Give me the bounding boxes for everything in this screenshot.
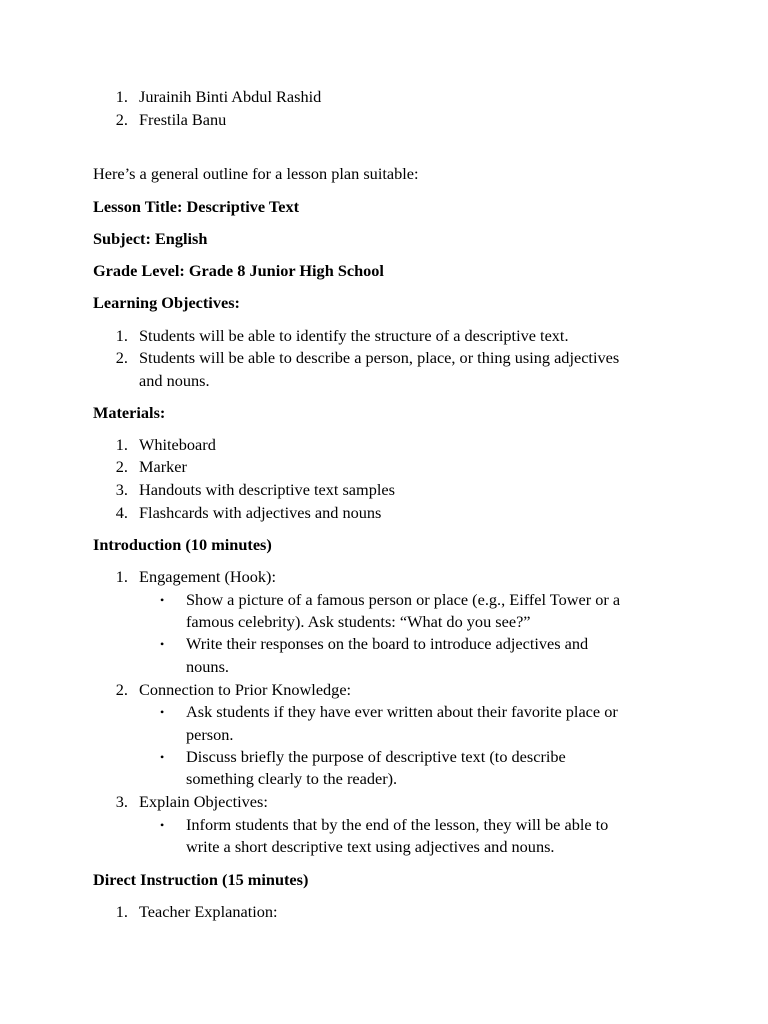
list-number: 2. xyxy=(115,680,128,699)
sub-list-item: Inform students that by the end of the lesson, they will be able to xyxy=(186,815,609,834)
list-item: Flashcards with adjectives and nouns xyxy=(139,503,382,522)
list-number: 1. xyxy=(115,87,128,106)
bullet-icon: • xyxy=(160,750,165,764)
list-item: Teacher Explanation: xyxy=(139,902,278,921)
list-item: Marker xyxy=(139,457,187,476)
materials-heading: Materials: xyxy=(93,403,166,422)
list-item: Connection to Prior Knowledge: xyxy=(139,680,352,699)
list-number: 3. xyxy=(115,792,128,811)
subject-line: Subject: English xyxy=(93,229,208,248)
list-item: Whiteboard xyxy=(139,435,216,454)
grade-level-line: Grade Level: Grade 8 Junior High School xyxy=(93,261,384,280)
intro-paragraph: Here’s a general outline for a lesson plan suitable: xyxy=(93,164,419,183)
sub-list-item-continuation: write a short descriptive text using adjectives and nouns. xyxy=(186,837,555,856)
list-item: Students will be able to identify the structure of a descriptive text. xyxy=(139,326,569,345)
learning-objectives-heading: Learning Objectives: xyxy=(93,293,240,312)
list-number: 1. xyxy=(115,326,128,345)
sub-list-item: Write their responses on the board to introduce adjectives and xyxy=(186,634,589,653)
bullet-icon: • xyxy=(160,818,165,832)
sub-list-item: Ask students if they have ever written about their favorite place or xyxy=(186,702,618,721)
list-number: 1. xyxy=(115,435,128,454)
direct-instruction-heading: Direct Instruction (15 minutes) xyxy=(93,870,309,889)
list-number: 3. xyxy=(115,480,128,499)
sub-list-item-continuation: nouns. xyxy=(186,657,229,676)
list-number: 1. xyxy=(115,902,128,921)
sub-list-item-continuation: person. xyxy=(186,725,234,744)
list-item-continuation: and nouns. xyxy=(139,371,210,390)
sub-list-item-continuation: something clearly to the reader). xyxy=(186,769,398,788)
list-item: Handouts with descriptive text samples xyxy=(139,480,395,499)
list-item: Explain Objectives: xyxy=(139,792,268,811)
lesson-title: Lesson Title: Descriptive Text xyxy=(93,197,300,216)
bullet-icon: • xyxy=(160,637,165,651)
list-number: 1. xyxy=(115,567,128,586)
list-item: Students will be able to describe a person, place, or thing using adjectives xyxy=(139,348,620,367)
list-number: 4. xyxy=(115,503,128,522)
sub-list-item-continuation: famous celebrity). Ask students: “What do you see?” xyxy=(186,612,531,631)
author-name: Frestila Banu xyxy=(139,110,227,129)
list-item: Engagement (Hook): xyxy=(139,567,276,586)
sub-list-item: Discuss briefly the purpose of descriptive text (to describe xyxy=(186,747,566,766)
list-number: 2. xyxy=(115,348,128,367)
list-number: 2. xyxy=(115,110,128,129)
sub-list-item: Show a picture of a famous person or place (e.g., Eiffel Tower or a xyxy=(186,590,621,609)
introduction-heading: Introduction (10 minutes) xyxy=(93,535,272,554)
author-name: Jurainih Binti Abdul Rashid xyxy=(139,87,322,106)
bullet-icon: • xyxy=(160,705,165,719)
bullet-icon: • xyxy=(160,593,165,607)
list-number: 2. xyxy=(115,457,128,476)
